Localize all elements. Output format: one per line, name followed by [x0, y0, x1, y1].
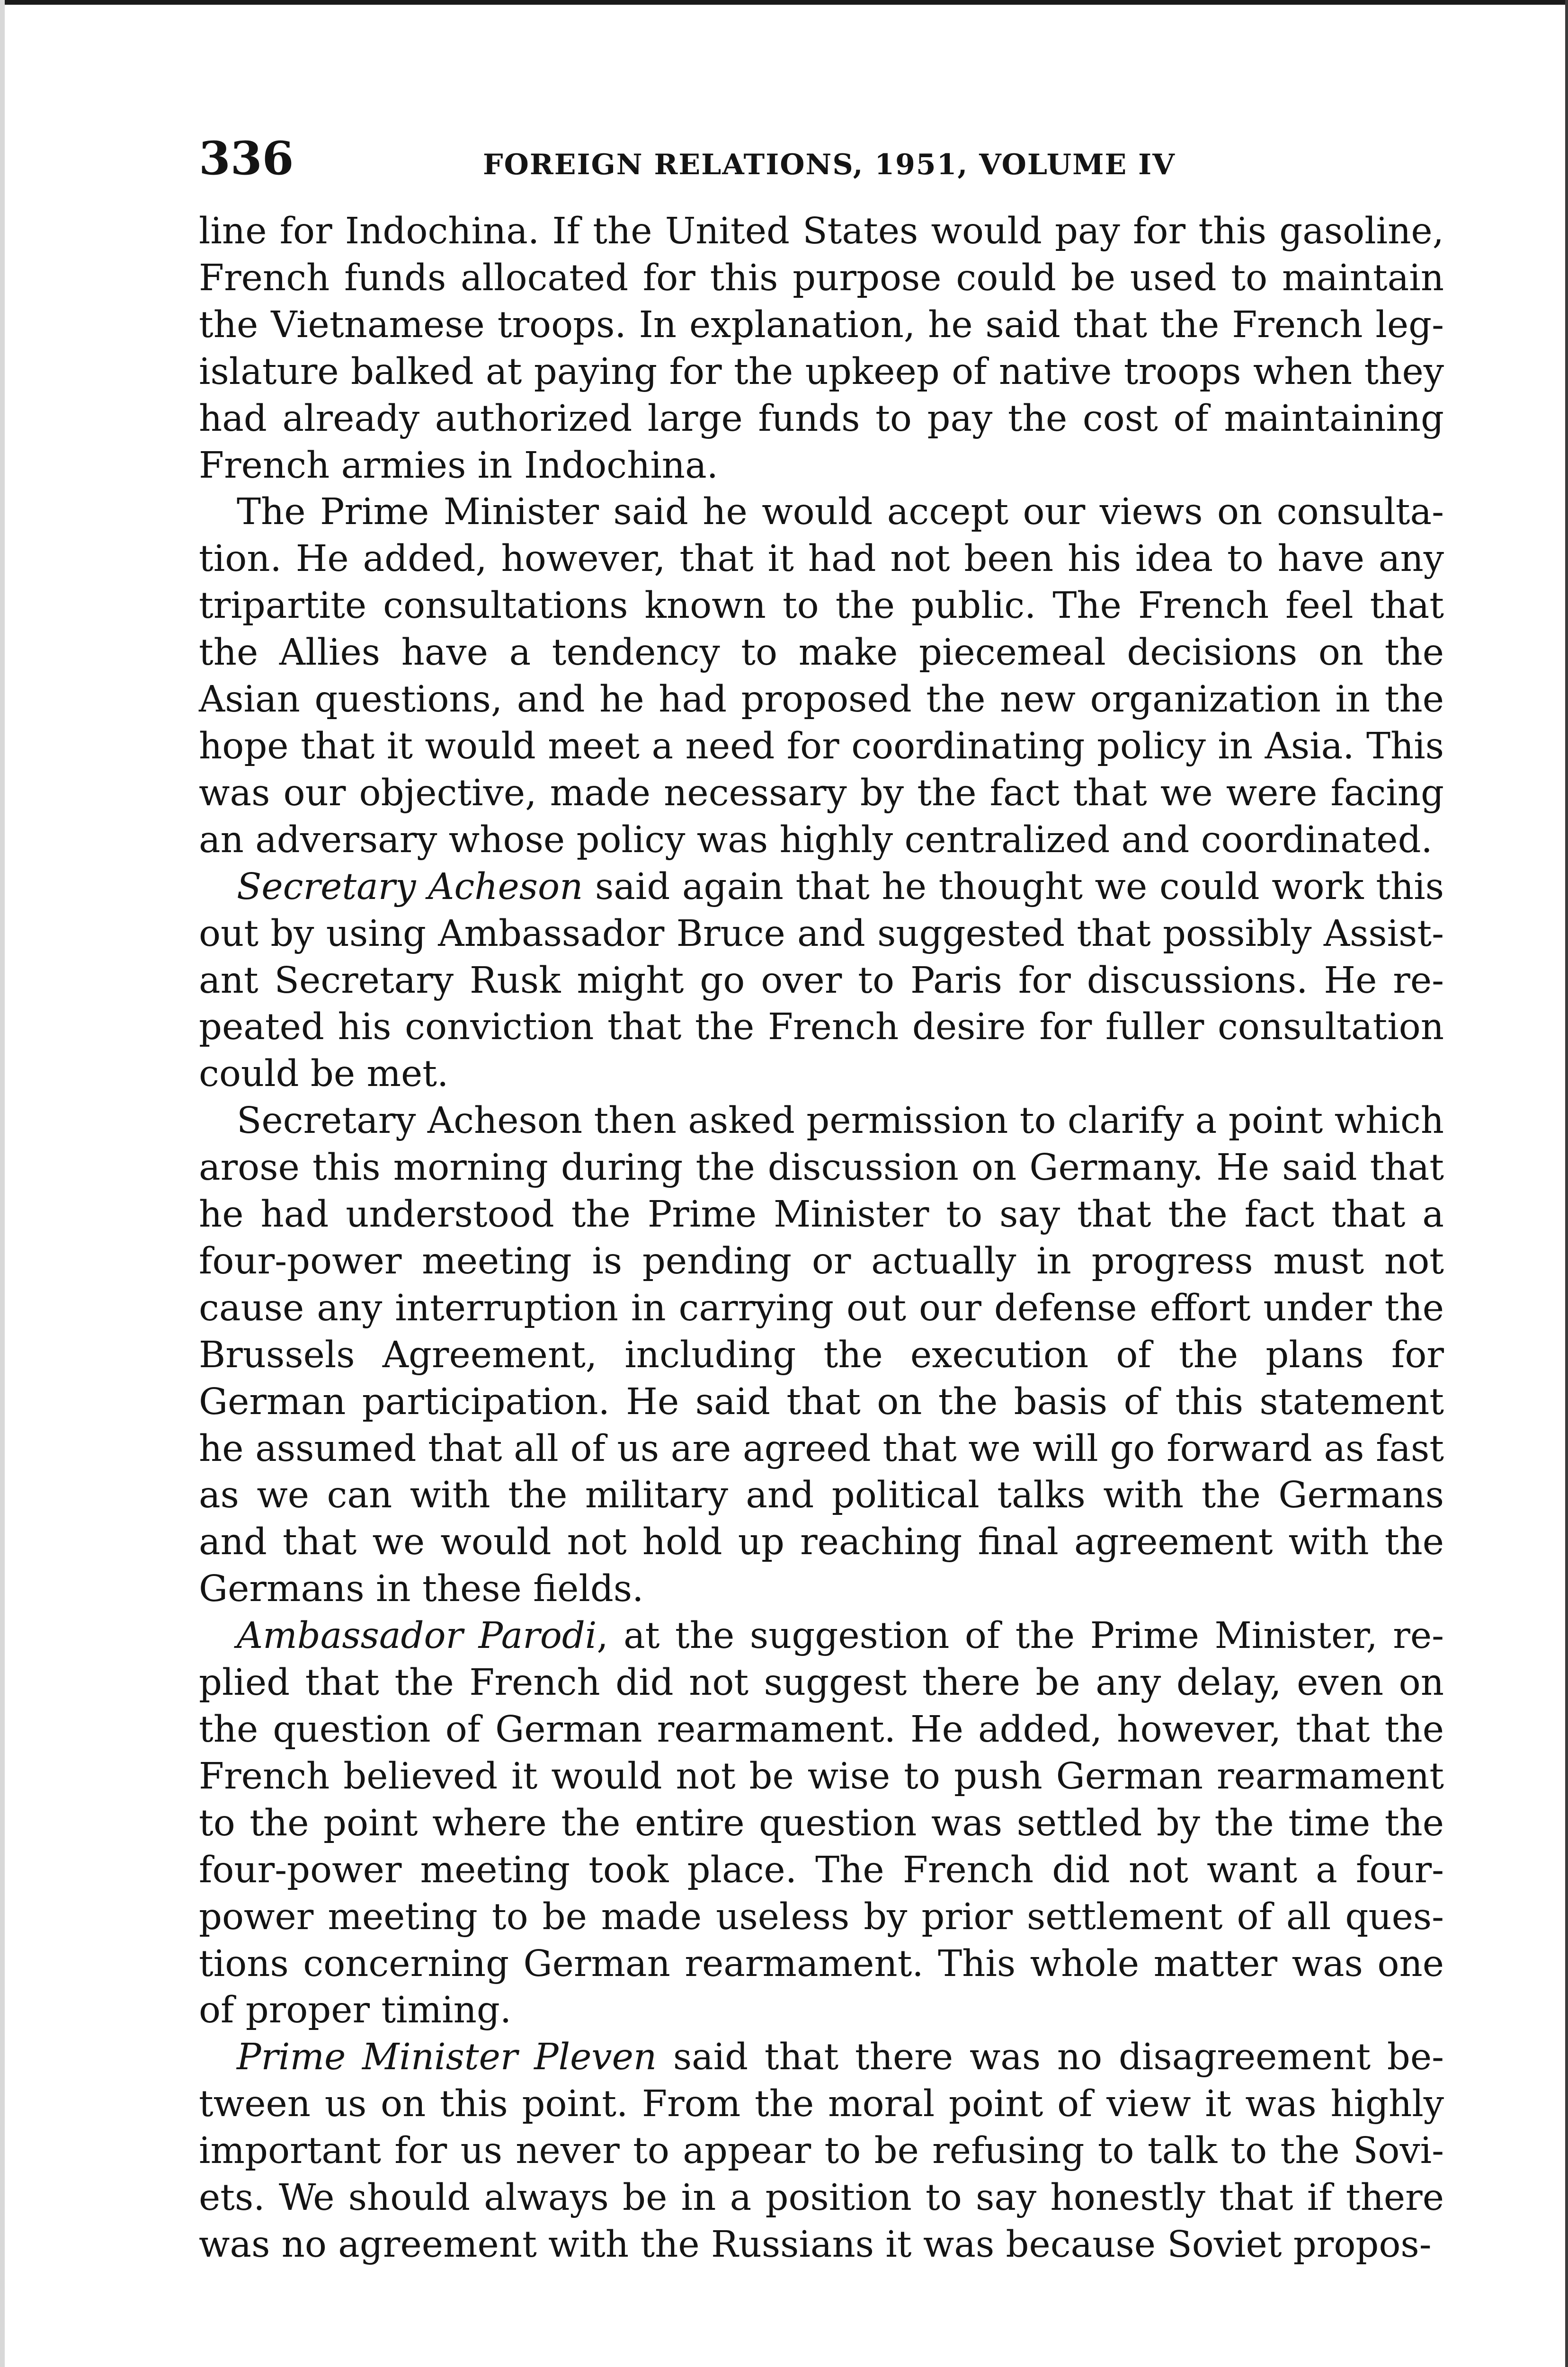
running-head [199, 133, 1444, 185]
running-title: FOREIGN RELATIONS, 1951, VOLUME IV [483, 148, 1176, 181]
paragraph-4: Secretary Acheson then asked permission to clarify a point which arose this morning during the discussion on Germany. He said that he had understood the Prime Minister to say that the fact that a four-power meeting is pending or actually in progress must not cause any interruption in carrying out our defense effort under the Brussels Agreement, including the execution of the plans for German participation. He said that on the basis of this statement he assumed that all of us are agreed that we will go forward as fast as we can with the military and political talks with the Germans and that we would not hold up reaching final agreement with the Germans in these fields. [199, 1100, 1444, 1611]
body-text [199, 208, 1444, 2269]
page-right-edge [1565, 0, 1568, 2367]
paragraph-1: line for Indochina. If the United States would pay for this gasoline, French funds allocated for this purpose could be used to maintain the Vietnamese troops. In explanation, he said that the French legislature balked at paying for the upkeep of native troops when they had already authorized large funds to pay the cost of maintaining French armies in Indochina. [199, 210, 1444, 487]
paragraph-6 [199, 2034, 1444, 2269]
page-number: 336 [199, 132, 294, 185]
paragraph-text: said that there was no disagreement between us on this point. From the moral point of view it was highly important for us never to appear to be refusing to talk to the Soviets. We should always be in a position to say honestly that if there was no agreement with the Russians it was because Soviet propos- [199, 2036, 1444, 2266]
speaker-name: Ambassador Parodi [237, 1615, 597, 1657]
page-left-edge [0, 0, 5, 2367]
paragraph-3 [199, 864, 1444, 1098]
speaker-name: Prime Minister Pleven [237, 2036, 657, 2079]
paragraph-text: said again that he thought we could work this out by using Ambassador Bruce and suggested that possibly Assistant Secretary Rusk might go over to Paris for discussions. He repeated his conviction that the French desire for fuller consultation could be met. [199, 865, 1444, 1095]
speaker-name: Secretary Acheson [237, 865, 583, 908]
document-page [199, 133, 1444, 2269]
paragraph-5 [199, 1613, 1444, 2034]
paragraph-text: , at the suggestion of the Prime Minister, replied that the French did not suggest there be any delay, even on the question of German rearmament. He added, however, that the French believed it would not be wise to push German rearmament to the point where the entire question was settled by the time the four-power meeting took place. The French did not want a four-power meeting to be made useless by prior settlement of all questions concerning German rearmament. This whole matter was one of proper timing. [199, 1615, 1444, 2032]
paragraph-2: The Prime Minister said he would accept our views on consultation. He added, however, that it had not been his idea to have any tripartite consultations known to the public. The French feel that the Allies have a tendency to make piecemeal decisions on the Asian questions, and he had proposed the new organization in the hope that it would meet a need for coordinating policy in Asia. This was our objective, made necessary by the fact that we were facing an adversary whose policy was highly centralized and coordinated. [199, 491, 1444, 861]
page-top-edge [0, 0, 1568, 5]
